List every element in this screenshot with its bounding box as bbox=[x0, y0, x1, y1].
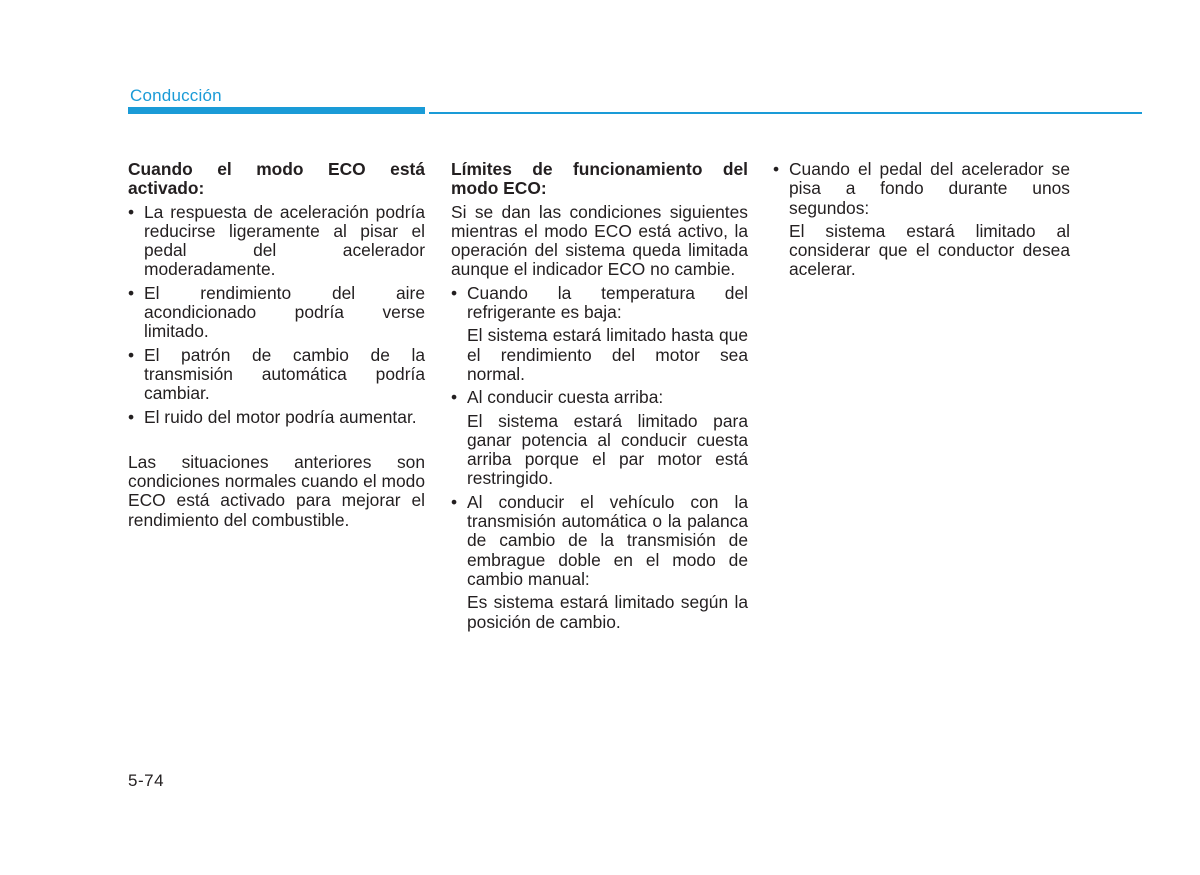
list-item-detail: El sistema estará limitado al considerar que el conductor desea acelerar. bbox=[789, 220, 1070, 280]
list-item-text: La respuesta de aceleración podría reducirse ligeramente al pisar el pedal del acelerador moderadamente. bbox=[144, 201, 425, 280]
list-item-text: El rendimiento del aire acondicionado podría verse limitado. bbox=[144, 282, 425, 342]
list-item-text: Cuando el pedal del acelerador se pisa a fondo durante unos segundos: bbox=[789, 159, 1070, 218]
eco-effects-list bbox=[128, 203, 425, 427]
list-item-text: Cuando la temperatura del refrigerante es baja: bbox=[467, 282, 748, 323]
bullet-icon: • bbox=[451, 282, 458, 303]
list-item-text: Al conducir el vehículo con la transmisión automática o la palanca de cambio de la transmisión de embrague doble en el modo de cambio manual: bbox=[467, 491, 748, 589]
list-item-text: El patrón de cambio de la transmisión automática podría cambiar. bbox=[144, 344, 425, 404]
list-item bbox=[451, 284, 748, 384]
bullet-icon: • bbox=[128, 282, 135, 303]
list-item bbox=[128, 203, 425, 280]
list-item-detail: Es sistema estará limitado según la posición de cambio. bbox=[467, 592, 748, 632]
bullet-icon: • bbox=[128, 201, 135, 222]
page-number: 5-74 bbox=[128, 771, 165, 790]
column-1 bbox=[128, 160, 425, 530]
list-item-text: Al conducir cuesta arriba: bbox=[467, 387, 664, 408]
header-rule-thick bbox=[128, 107, 425, 114]
accelerator-list bbox=[773, 160, 1070, 280]
eco-limits-list bbox=[451, 284, 748, 632]
bullet-icon: • bbox=[128, 406, 135, 427]
list-item-detail: El sistema estará limitado para ganar potencia al conducir cuesta arriba porque el par motor está restringido. bbox=[467, 410, 748, 489]
list-item bbox=[451, 388, 748, 488]
list-item-text: El ruido del motor podría aumentar. bbox=[144, 406, 417, 427]
column-2 bbox=[451, 160, 748, 636]
list-item bbox=[451, 493, 748, 632]
bullet-icon: • bbox=[451, 387, 458, 408]
normal-conditions-paragraph: Las situaciones anteriores son condiciones normales cuando el modo ECO está activado para mejorar el rendimiento del combustible. bbox=[128, 451, 425, 530]
column-3 bbox=[773, 160, 1070, 284]
list-item-detail: El sistema estará limitado hasta que el rendimiento del motor sea normal. bbox=[467, 325, 748, 384]
list-item bbox=[773, 160, 1070, 280]
eco-limits-heading: Límites de funcionamiento del modo ECO: bbox=[451, 159, 748, 199]
bullet-icon: • bbox=[773, 159, 780, 179]
section-title: Conducción bbox=[130, 86, 222, 105]
header-rule-thin bbox=[429, 112, 1142, 114]
list-item bbox=[128, 408, 425, 427]
list-item bbox=[128, 284, 425, 342]
bullet-icon: • bbox=[128, 344, 135, 365]
bullet-icon: • bbox=[451, 491, 458, 512]
list-item bbox=[128, 346, 425, 404]
eco-limits-intro: Si se dan las condiciones siguientes mientras el modo ECO está activo, la operación del sistema queda limitada aunque el indicador ECO no cambie. bbox=[451, 201, 748, 280]
eco-active-heading: Cuando el modo ECO está activado: bbox=[128, 159, 425, 199]
